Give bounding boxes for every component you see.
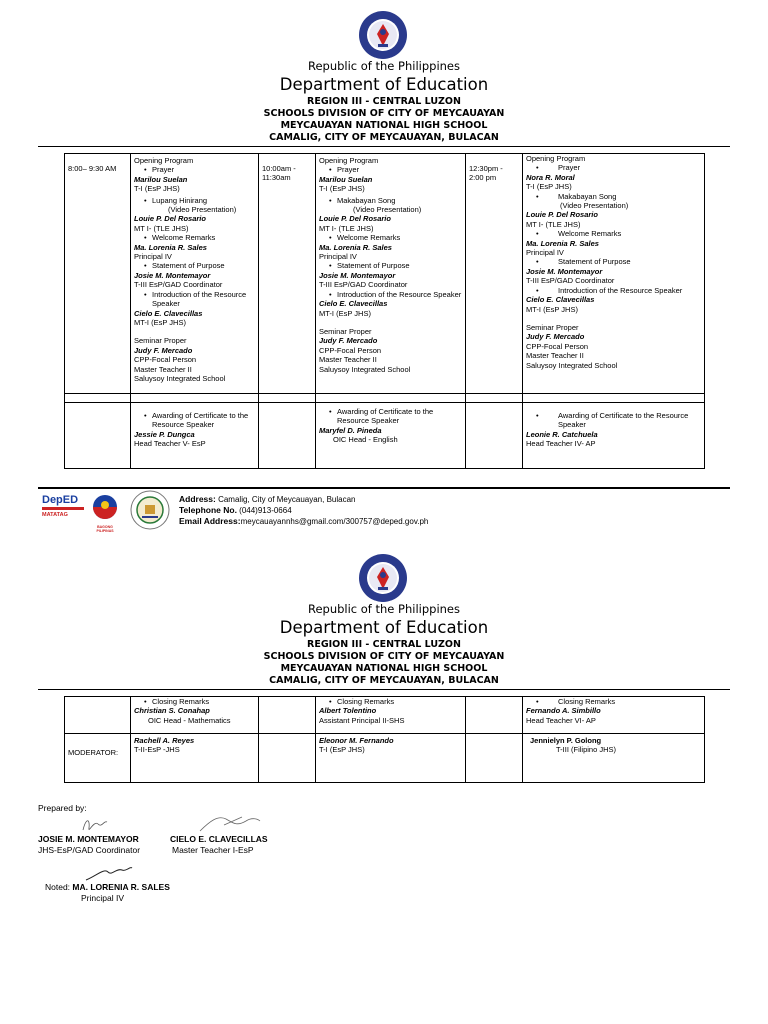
program-item: • Prayer <box>526 163 701 172</box>
program-item: • Statement of Purpose <box>134 261 255 270</box>
program-item: • Awarding of Certificate to the Resource Speaker <box>134 411 255 430</box>
person-position: MT-I (EsP JHS) <box>526 304 578 314</box>
moderator-label: MODERATOR: <box>65 734 131 783</box>
signature-cielo-icon <box>196 813 262 835</box>
school-address: CAMALIG, CITY OF MEYCAUAYAN, BULACAN <box>269 132 499 143</box>
matatag-text: MATATAG <box>42 512 68 518</box>
person-name: Louie P. Del Rosario <box>526 210 598 220</box>
bagong-pilipinas-text: BAGONG PILIPINAS <box>96 525 114 533</box>
person-position: T-I (EsP JHS) <box>526 182 572 192</box>
email-value: meycauayannhs@gmail.com/300757@deped.gov.ph <box>240 517 429 526</box>
program-cell <box>316 154 466 394</box>
person-name: Jessie P. Dungca <box>134 429 195 439</box>
noted-signature <box>45 882 170 893</box>
person-name: Judy F. Mercado <box>526 332 585 342</box>
program-item: • Prayer <box>134 165 255 174</box>
program-heading: Opening Program <box>134 156 194 165</box>
deped-seal-icon <box>358 553 408 603</box>
award-cell <box>523 403 705 469</box>
program-item: • Closing Remarks <box>134 697 255 706</box>
department-title: Department of Education <box>279 618 489 637</box>
program-item: • Makabayan Song <box>319 196 462 205</box>
person-position: T-III EsP/GAD Coordinator <box>526 276 615 286</box>
person-position: OIC Head - English <box>333 435 398 445</box>
school-label: MEYCAUAYAN NATIONAL HIGH SCHOOL <box>280 663 488 674</box>
program-item: • Statement of Purpose <box>526 257 701 266</box>
school-seal-icon <box>130 490 170 530</box>
deped-logo-icon <box>42 494 84 528</box>
table-row <box>65 403 705 469</box>
closing-cell <box>316 697 466 734</box>
department-title: Department of Education <box>279 75 489 94</box>
signature-sales-icon <box>84 864 134 884</box>
person-position: T-I (EsP JHS) <box>319 745 365 755</box>
table-row <box>65 154 705 394</box>
program-item-sub: (Video Presentation) <box>560 201 629 211</box>
award-cell <box>316 403 466 469</box>
moderator-cell <box>131 734 259 783</box>
program-item-sub: (Video Presentation) <box>353 205 422 215</box>
address-value: Camalig, City of Meycauayan, Bulacan <box>218 495 356 504</box>
program-item: • Prayer <box>319 165 462 174</box>
person-name: Marilou Suelan <box>319 174 373 184</box>
signatory-name: JOSIE M. MONTEMAYOR <box>38 834 139 844</box>
footer-rule <box>38 487 730 489</box>
person-name: Fernando A. Simbillo <box>526 706 601 716</box>
person-name: Ma. Lorenia R. Sales <box>319 242 392 252</box>
time-cell: 8:00– 9:30 AM <box>65 154 131 394</box>
bagong-pilipinas-logo-icon <box>90 494 120 533</box>
person-position: MT I- (TLE JHS) <box>526 219 581 229</box>
program-item: • Introduction of the Resource Speaker <box>319 290 462 299</box>
program-heading: Seminar Proper <box>319 326 372 336</box>
person-name: Marilou Suelan <box>134 174 188 184</box>
person-name: Ma. Lorenia R. Sales <box>526 238 599 248</box>
republic-label: Republic of the Philippines <box>307 59 461 73</box>
prepared-by-label: Prepared by: <box>38 803 87 813</box>
program-heading: Seminar Proper <box>134 336 187 346</box>
person-name: Judy F. Mercado <box>134 345 193 355</box>
time-cell: 12:30pm - 2:00 pm <box>466 154 523 394</box>
award-cell <box>131 403 259 469</box>
program-heading: Opening Program <box>319 156 379 165</box>
program-item: • Lupang Hinirang <box>134 196 255 205</box>
person-position: T-III (Filipino JHS) <box>556 745 617 755</box>
address-label: Address: <box>179 494 216 504</box>
person-name: Jennielyn P. Golong <box>530 736 602 745</box>
closing-cell <box>131 697 259 734</box>
header-rule <box>38 146 730 147</box>
schedule-table-continued <box>64 696 705 783</box>
person-position: Assistant Principal II-SHS <box>319 715 405 725</box>
program-item: • Introduction of the Resource Speaker <box>526 286 701 295</box>
person-position: T-I (EsP JHS) <box>134 184 180 194</box>
division-label: SCHOOLS DIVISION OF CITY OF MEYCAUAYAN <box>263 651 505 662</box>
program-item: • Awarding of Certificate to the Resource Speaker <box>526 411 701 430</box>
school-address: CAMALIG, CITY OF MEYCAUAYAN, BULACAN <box>269 675 499 686</box>
person-name: Albert Tolentino <box>319 706 377 716</box>
program-heading: Opening Program <box>526 154 586 163</box>
footer-contact <box>179 494 428 527</box>
person-name: Christian S. Conahap <box>134 706 210 716</box>
table-row <box>65 697 705 734</box>
person-name: Cielo E. Clavecillas <box>319 299 388 309</box>
person-position: Principal IV <box>319 252 357 262</box>
person-name: Cielo E. Clavecillas <box>526 295 595 305</box>
person-name: Louie P. Del Rosario <box>319 214 391 224</box>
person-position: Saluysoy Integrated School <box>526 360 618 370</box>
person-position: OIC Head - Mathematics <box>148 715 231 725</box>
region-label: REGION III - CENTRAL LUZON <box>307 639 461 650</box>
division-label: SCHOOLS DIVISION OF CITY OF MEYCAUAYAN <box>263 108 505 119</box>
person-name: Rachell A. Reyes <box>134 736 195 745</box>
person-position: Master Teacher II <box>134 364 192 374</box>
program-cell <box>523 154 705 394</box>
person-position: T-III EsP/GAD Coordinator <box>319 280 408 290</box>
person-name: Cielo E. Clavecillas <box>134 308 203 318</box>
program-cell <box>131 154 259 394</box>
person-position: MT-I (EsP JHS) <box>319 308 371 318</box>
header-rule <box>38 689 730 690</box>
person-position: T-II-EsP -JHS <box>134 745 180 755</box>
person-position: MT-I (EsP JHS) <box>134 317 186 327</box>
person-name: Nora R. Moral <box>526 172 575 182</box>
table-row <box>65 394 705 403</box>
person-position: MT I- (TLE JHS) <box>319 223 374 233</box>
schedule-table <box>64 153 705 469</box>
program-item: • Makabayan Song <box>526 192 701 201</box>
person-position: Head Teacher V- EsP <box>134 439 206 449</box>
person-position: T-III EsP/GAD Coordinator <box>134 280 223 290</box>
noted-label: Noted: <box>45 882 71 892</box>
program-item-sub: (Video Presentation) <box>168 205 237 215</box>
signature-josie-icon <box>80 816 110 836</box>
person-position: Master Teacher II <box>526 351 584 361</box>
person-position: CPP-Focal Person <box>134 355 197 365</box>
person-name: Maryfel D. Pineda <box>319 425 382 435</box>
deped-logo-text: DepED <box>42 494 79 506</box>
person-name: Leonie R. Catchuela <box>526 429 598 439</box>
program-heading: Seminar Proper <box>526 322 579 332</box>
program-item: • Welcome Remarks <box>319 233 462 242</box>
closing-cell <box>523 697 705 734</box>
person-name: Josie M. Montemayor <box>526 266 603 276</box>
program-item: • Closing Remarks <box>319 697 462 706</box>
program-item: • Awarding of Certificate to the Resource Speaker <box>319 407 462 426</box>
person-name: Judy F. Mercado <box>319 336 378 346</box>
email-label: Email Address: <box>179 516 241 526</box>
phone-label: Telephone No. <box>179 505 237 515</box>
table-row <box>65 734 705 783</box>
person-position: Saluysoy Integrated School <box>319 364 411 374</box>
person-name: Josie M. Montemayor <box>319 270 396 280</box>
person-position: MT I- (TLE JHS) <box>134 223 189 233</box>
school-label: MEYCAUAYAN NATIONAL HIGH SCHOOL <box>280 120 488 131</box>
person-name: Ma. Lorenia R. Sales <box>134 242 207 252</box>
signatory-position: Master Teacher I-EsP <box>172 845 254 855</box>
person-position: Principal IV <box>526 248 564 258</box>
program-item: • Introduction of the Resource Speaker <box>134 290 255 309</box>
person-position: Saluysoy Integrated School <box>134 373 226 383</box>
moderator-cell <box>523 734 705 783</box>
person-name: Eleonor M. Fernando <box>319 736 394 745</box>
program-item: • Statement of Purpose <box>319 261 462 270</box>
signatory-position: Principal IV <box>81 893 124 903</box>
signatory-name: CIELO E. CLAVECILLAS <box>170 834 268 844</box>
moderator-cell <box>316 734 466 783</box>
person-position: CPP-Focal Person <box>526 341 589 351</box>
republic-label: Republic of the Philippines <box>307 602 461 616</box>
person-position: T-I (EsP JHS) <box>319 184 365 194</box>
person-name: Louie P. Del Rosario <box>134 214 206 224</box>
person-name: Josie M. Montemayor <box>134 270 211 280</box>
signatory-position: JHS-EsP/GAD Coordinator <box>38 845 141 855</box>
person-position: CPP-Focal Person <box>319 345 382 355</box>
region-label: REGION III - CENTRAL LUZON <box>307 96 461 107</box>
person-position: Principal IV <box>134 252 172 262</box>
person-position: Head Teacher VI- AP <box>526 715 596 725</box>
person-position: Master Teacher II <box>319 355 377 365</box>
program-item: • Welcome Remarks <box>134 233 255 242</box>
program-item: • Welcome Remarks <box>526 229 701 238</box>
person-position: Head Teacher IV- AP <box>526 439 596 449</box>
deped-seal-icon <box>358 10 408 60</box>
phone-value: (044)913-0664 <box>239 506 292 515</box>
program-item: • Closing Remarks <box>526 697 701 706</box>
time-cell: 10:00am - 11:30am <box>259 154 316 394</box>
signatory-name: MA. LORENIA R. SALES <box>72 882 170 892</box>
